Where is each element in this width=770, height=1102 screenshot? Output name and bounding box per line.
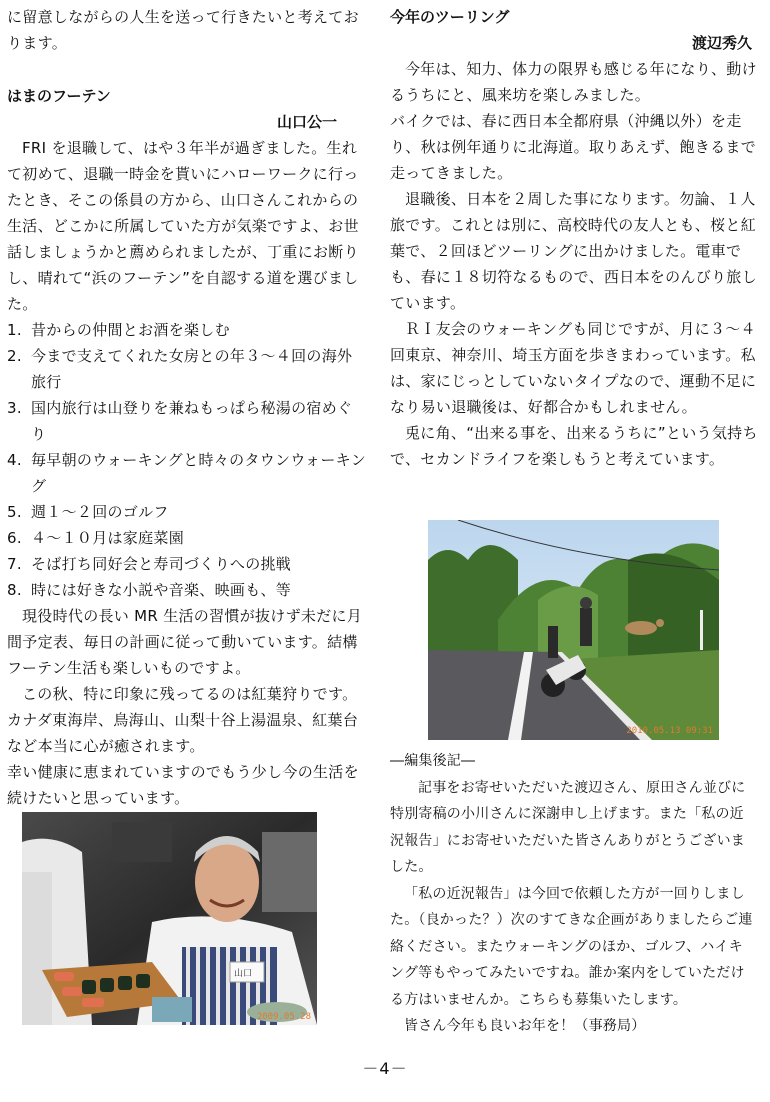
hobby-item: 1. 昔からの仲間とお酒を楽しむ [7,321,230,339]
motorcycle-photo [428,520,719,740]
editor-paragraph: 「私の近況報告」は今回で依頼した方が一回りしました。（良かった？）次のすてきな企画がありましたらご連絡ください。またウォーキングのほか、ゴルフ、ハイキング等もやってみたいですね。誰か案内をしていただける方はいませんか。こちらも募集いたします。 [390,885,753,1008]
author-yamaguchi: 山口公一 [276,113,337,131]
hobby-item: 6. ４～１０月は家庭菜園 [7,529,185,547]
editor-paragraph: 記事をお寄せいただいた渡辺さん、原田さん並びに特別寄稿の小川さんに深謝申し上げます。また「私の近況報告」にお寄せいただいた皆さんありがとうございました。 [390,779,746,875]
sushi-photo [22,812,317,1025]
article-paragraph: 幸い健康に恵まれていますのでもう少し今の生活を続けたいと思っています。 [7,763,359,807]
author-watanabe: 渡辺秀久 [691,34,752,52]
hobby-item: 2. 今まで支えてくれた女房との年３～４回の海外旅行 [7,347,353,391]
editor-postscript [390,748,756,1040]
article-paragraph: 兎に角、“出来る事を、出来るうちに”という気持ちで、セカンドライフを楽しもうと考えています。 [390,424,758,468]
article-paragraph: この秋、特に印象に残ってるのは紅葉狩りです。カナダ東海岸、鳥海山、山梨十谷上湯温泉、紅葉台など本当に心が癒されます。 [7,685,359,755]
photo-name-badge: 山口 [234,969,253,979]
photo-date-stamp: 2010.05.13 09:31 [626,726,713,736]
right-column [390,0,758,472]
article-paragraph: バイクでは、春に西日本全都府県（沖縄以外）を走り、秋は例年通りに北海道。取りあえず、飽きるまで走ってきました。 [390,112,757,182]
editor-paragraph: 皆さん今年も良いお年を！（事務局） [404,1018,646,1034]
intro-tail-text: に留意しながらの人生を送って行きたいと考えております。 [7,8,359,52]
page-number: －4－ [362,1059,408,1078]
photo-date-stamp: 2009.05.28 [256,1012,311,1022]
article-title-hamano: はまのフーテン [7,87,111,105]
article-paragraph: 現役時代の長い MR 生活の習慣が抜けず未だに月間予定表、毎日の計画に従って動いています。結構フーテン生活も楽しいものですよ。 [7,607,363,677]
article-title-touring: 今年のツーリング [390,8,510,26]
left-column [7,0,367,811]
hobby-item: 8. 時には好きな小説や音楽、映画も、等 [7,581,292,599]
hobby-list [7,317,367,603]
article-paragraph: FRI を退職して、はや３年半が過ぎました。生れて初めて、退職一時金を貰いにハローワークに行ったとき、そこの係員の方から、山口さんこれからの生活、どこかに所属していた方が気楽ですよ、お世話しましょうかと薦められましたが、丁重にお断りし、晴れて“浜のフーテン”を自認する道を選びました。 [7,139,359,313]
article-paragraph: 退職後、日本を２周した事になります。勿論、１人旅です。これとは別に、高校時代の友人とも、桜と紅葉で、２回ほどツーリングに出かけました。電車でも、春に１８切符なるもので、西日本をのんびり旅しています。 [390,190,757,312]
article-paragraph: 今年は、知力、体力の限界も感じる年になり、動けるうちにと、風来坊を楽しみました。 [390,60,757,104]
hobby-item: 3. 国内旅行は山登りを兼ねもっぱら秘湯の宿めぐり [7,399,353,443]
hobby-item: 5. 週１～２回のゴルフ [7,503,169,521]
hobby-item: 7. そば打ち同好会と寿司づくりへの挑戦 [7,555,292,573]
article-paragraph: ＲＩ友会のウォーキングも同じですが、月に３～４回東京、神奈川、埼玉方面を歩きまわっています。私は、家にじっとしていないタイプなので、運動不足になり易い退職後は、好都合かもしれません。 [390,320,757,416]
editor-heading: ―編集後記― [390,753,476,769]
hobby-item: 4. 毎早朝のウォーキングと時々のタウンウォーキング [7,451,367,495]
